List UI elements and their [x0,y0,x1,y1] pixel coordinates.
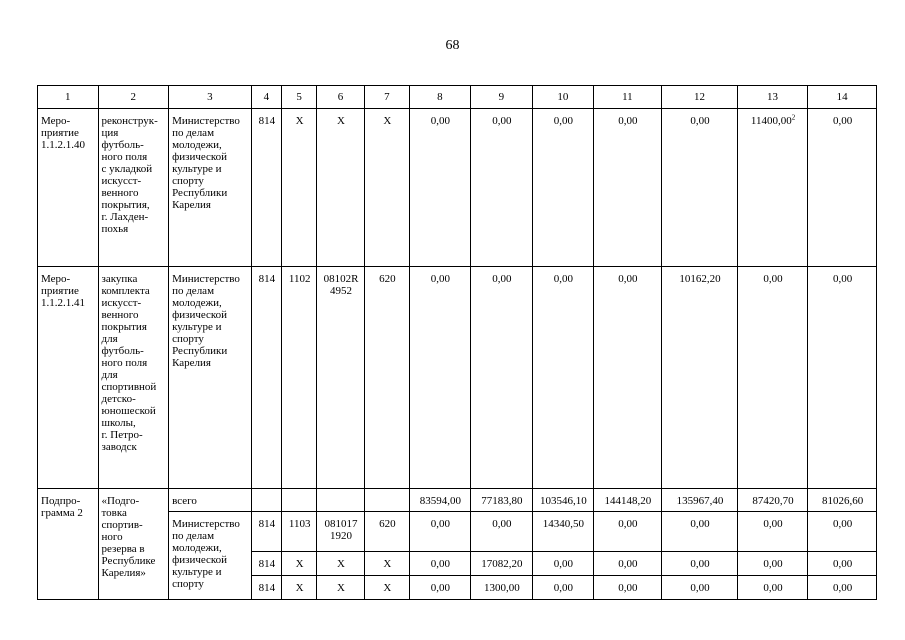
header-cell: 4 [251,86,281,109]
measure-id: Меро- приятие 1.1.2.1.40 [38,109,99,267]
cell: 0,00 [593,109,662,267]
cell: 0,00 [410,512,471,552]
header-row [38,86,877,109]
table-row [38,489,877,512]
cell: 814 [251,552,281,576]
cell: X [282,109,317,267]
cell: 0,00 [410,576,471,600]
cell: 0,00 [662,552,738,576]
cell [737,109,808,267]
cell: 0,00 [533,576,594,600]
cell: 814 [251,109,281,267]
cell: 0,00 [410,267,471,489]
page-number: 68 [445,38,460,53]
cell: X [282,552,317,576]
cell: 0,00 [593,552,662,576]
cell: 08102R 4952 [317,267,364,489]
total-cell: 144148,20 [593,489,662,512]
cell: 0,00 [593,512,662,552]
cell: 0,00 [410,109,471,267]
cell: 0,00 [662,512,738,552]
cell: 0,00 [737,576,808,600]
header-cell: 7 [364,86,409,109]
header-cell: 3 [169,86,252,109]
cell: 17082,20 [470,552,533,576]
total-cell: 135967,40 [662,489,738,512]
cell: 1300,00 [470,576,533,600]
total-cell: 81026,60 [808,489,877,512]
cell: 081017 1920 [317,512,364,552]
cell: 1103 [282,512,317,552]
header-cell: 6 [317,86,364,109]
header-cell: 11 [593,86,662,109]
cell: X [317,576,364,600]
header-cell: 10 [533,86,594,109]
cell: 0,00 [533,109,594,267]
cell [317,489,364,512]
cell: 0,00 [662,109,738,267]
cell: 0,00 [737,512,808,552]
total-label: всего [169,489,252,512]
cell: 14340,50 [533,512,594,552]
cell: 0,00 [470,267,533,489]
cell: 0,00 [808,267,877,489]
cell: 0,00 [593,267,662,489]
cell: 620 [364,267,409,489]
cell: 0,00 [808,512,877,552]
measure-description: закупка комплекта искусст- венного покрытия для футболь- ного поля для спортивной детско- юношеской школы, г. Петро- заводск [98,267,169,489]
measure-description: реконструк- ция футболь- ного поля с укладкой искусст- венного покрытия, г. Лахден- похья [98,109,169,267]
header-cell: 1 [38,86,99,109]
subprogram-id: Подпро- грамма 2 [38,489,99,600]
cell: 0,00 [808,109,877,267]
cell: 10162,20 [662,267,738,489]
executor: Министерство по делам молодежи, физической культуре и спорту Республики Карелия [169,267,252,489]
cell: 814 [251,576,281,600]
header-cell: 14 [808,86,877,109]
cell [364,489,409,512]
cell: 814 [251,267,281,489]
subprogram-title: «Подго- товка спортив- ного резерва в Республике Карелия» [98,489,169,600]
header-cell: 5 [282,86,317,109]
header-cell: 12 [662,86,738,109]
header-cell: 8 [410,86,471,109]
cell: X [282,576,317,600]
total-cell: 83594,00 [410,489,471,512]
cell: 1102 [282,267,317,489]
cell: 620 [364,512,409,552]
cell: X [364,552,409,576]
header-cell: 9 [470,86,533,109]
cell: X [317,552,364,576]
cell: X [317,109,364,267]
cell: 0,00 [470,109,533,267]
cell: 0,00 [593,576,662,600]
header-cell: 2 [98,86,169,109]
cell: 814 [251,512,281,552]
cell [282,489,317,512]
budget-table [37,85,877,600]
header-cell: 13 [737,86,808,109]
cell: 0,00 [808,552,877,576]
cell-value: 11400,00 [750,115,792,127]
total-cell: 87420,70 [737,489,808,512]
total-cell: 77183,80 [470,489,533,512]
cell: 0,00 [662,576,738,600]
cell: 0,00 [808,576,877,600]
cell [251,489,281,512]
cell: X [364,109,409,267]
executor: Министерство по делам молодежи, физической культуре и спорту Республики Карелия [169,109,252,267]
cell: X [364,576,409,600]
table-row [38,109,877,267]
cell: 0,00 [737,267,808,489]
cell: 0,00 [737,552,808,576]
cell: 0,00 [410,552,471,576]
cell: 0,00 [470,512,533,552]
total-cell: 103546,10 [533,489,594,512]
footnote-mark: 2 [791,113,796,122]
executor: Министерство по делам молодежи, физической культуре и спорту [169,512,252,600]
table-row [38,267,877,489]
cell: 0,00 [533,552,594,576]
cell: 0,00 [533,267,594,489]
measure-id: Меро- приятие 1.1.2.1.41 [38,267,99,489]
